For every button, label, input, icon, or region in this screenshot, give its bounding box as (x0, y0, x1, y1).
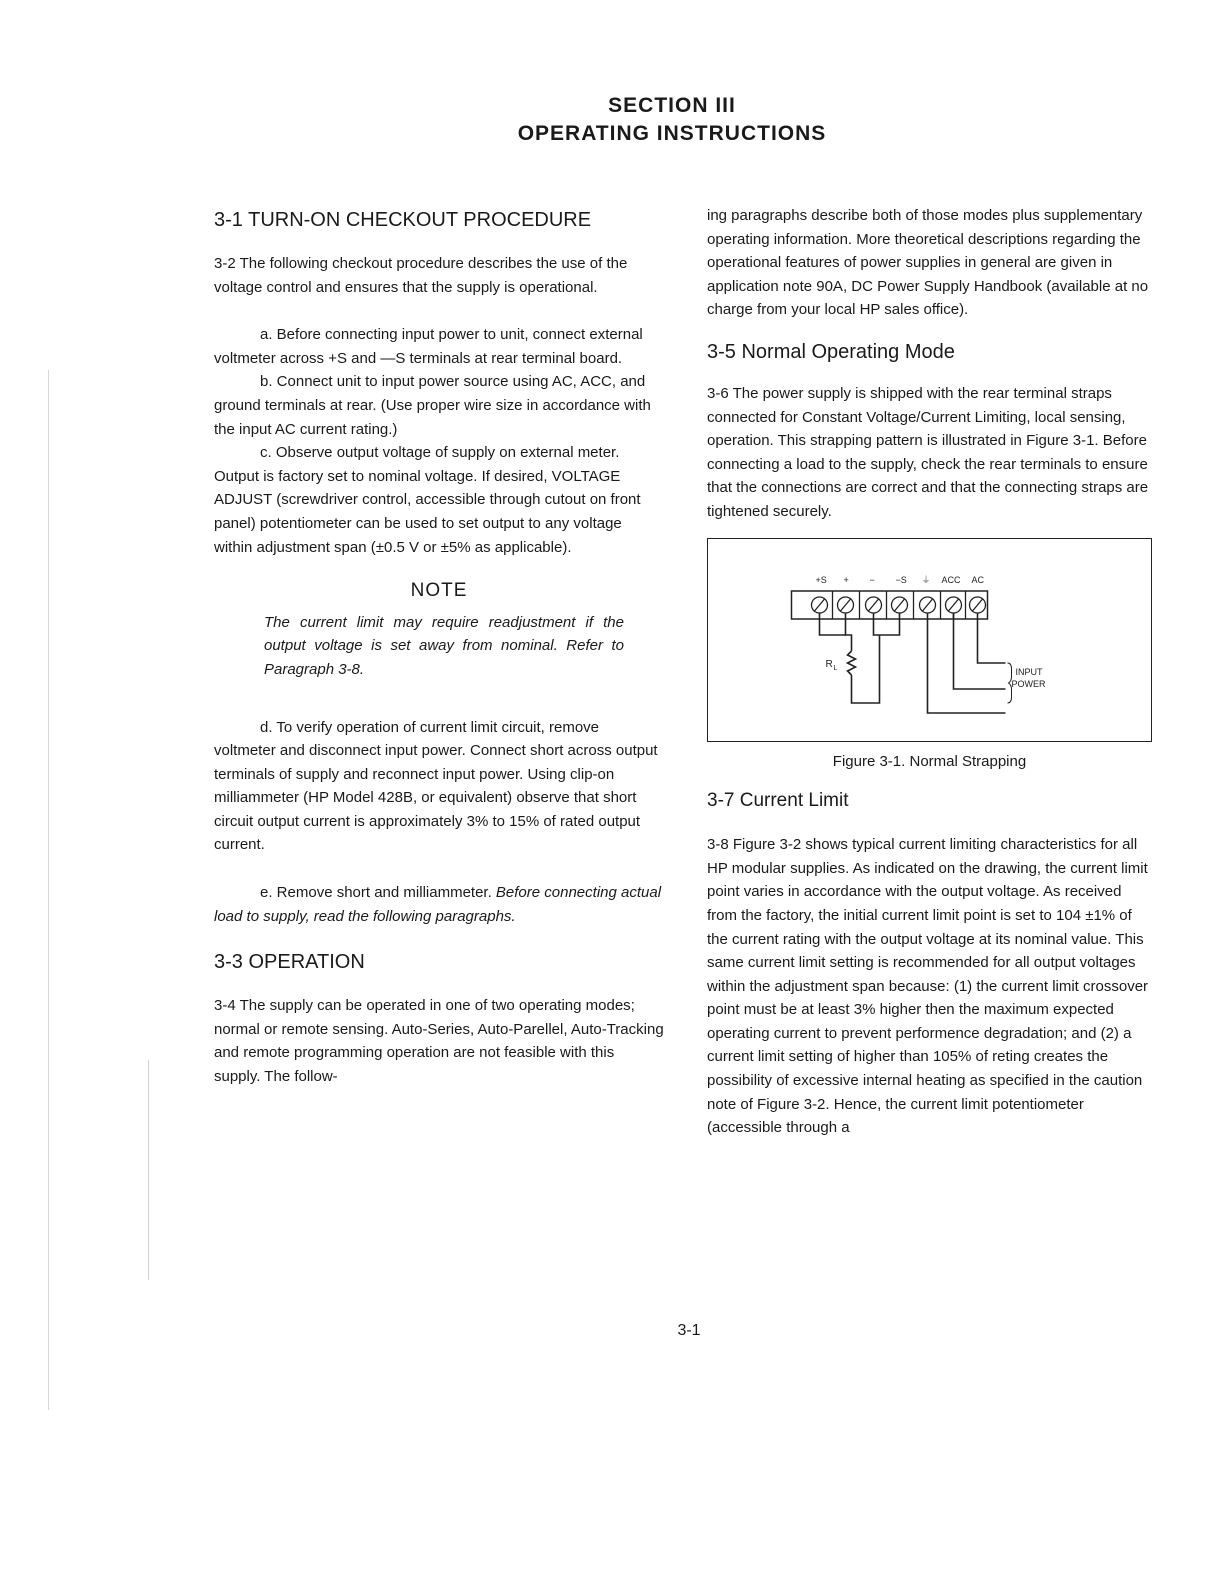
right-column (707, 204, 1152, 1140)
heading-3-7: 3-7 Current Limit (707, 790, 849, 812)
scan-margin-mark-2 (148, 1060, 149, 1280)
heading-3-5: 3-5 Normal Operating Mode (707, 340, 955, 363)
note-title: NOTE (410, 580, 468, 602)
page-number: 3-1 (677, 1322, 701, 1339)
terminal-screws (812, 591, 986, 619)
paragraph-3-6: 3-6 The power supply is shipped with the rear terminal straps connected for Constant Voltage/Current Limiting, local sensing, operation. This strapping pattern is illustrated in Figure 3-1. Before connecting a load to the supply, check the rear terminals to ensure that the connections are correct and that the connecting straps are tightened securely. (707, 384, 1149, 520)
note-body: The current limit may require readjustment if the output voltage is set away from nominal. Refer to Paragraph 3-8. (264, 613, 624, 678)
strapping-diagram (708, 539, 1151, 741)
rl-label: R (825, 658, 833, 670)
heading-3-1: 3-1 TURN-ON CHECKOUT PROCEDURE (214, 209, 592, 231)
terminal-label: AC (971, 574, 985, 585)
step-c: c. Observe output voltage of supply on external meter. Output is factory set to nominal voltage. If desired, VOLTAGE ADJUST (screwdriver control, accessible through cutout on front panel) potentiometer can be used to set output to any voltage within adjustment span (±0.5 V or ±5% as applicable). (214, 444, 641, 556)
terminal-label: +S (815, 574, 827, 585)
step-e (214, 881, 664, 928)
paragraph-3-2: 3-2 The following checkout procedure describes the use of the voltage control and ensures that the supply is operational. (214, 255, 628, 296)
section-number: SECTION III (608, 94, 736, 117)
left-column (214, 206, 664, 1089)
section-header (0, 92, 1224, 148)
terminal-label: + (843, 574, 849, 585)
section-title: OPERATING INSTRUCTIONS (517, 122, 827, 145)
scan-margin-mark (48, 370, 49, 1410)
terminal-label: −S (895, 574, 907, 585)
paragraph-3-4: 3-4 The supply can be operated in one of two operating modes; normal or remote sensing. Auto-Series, Auto-Parellel, Auto-Tracking and remote programming operation are not feasible with this supply. The follow- (214, 997, 664, 1086)
paragraph-3-8: 3-8 Figure 3-2 shows typical current limiting characteristics for all HP modular supplies. As indicated on the drawing, the current limit point varies in accordance with the output voltage. As received from the factory, the initial current limit point is set to 104 ±1% of the current rating with the output voltage at its nominal value. This same current limit setting is recommended for all output voltages within the adjustment span because: (1) the current limit crossover point must be at least 3% higher then the maximum expected operating current to prevent performence degradation; and (2) a current limit setting of higher than 105% of reting creates the possibility of excessive internal heating as specified in the caution note of Figure 3-2. Hence, the current limit potentiometer (accessible through a (707, 836, 1149, 1137)
step-b: b. Connect unit to input power source using AC, ACC, and ground terminals at rear. (Use proper wire size in accordance with the input AC current rating.) (214, 373, 651, 438)
step-a: a. Before connecting input power to unit, connect external voltmeter across +S and —S terminals at rear terminal board. (214, 326, 643, 367)
input-label: INPUT (1015, 666, 1043, 677)
rl-sub: L (833, 664, 838, 672)
step-e-italic: Before connecting actual load to supply, read the following paragraphs. (214, 884, 662, 925)
heading-3-3: 3-3 OPERATION (214, 951, 365, 974)
wiring (820, 613, 1006, 713)
terminal-label: − (869, 574, 875, 585)
paragraph-continued: ing paragraphs describe both of those modes plus supplementary operating information. More theoretical descriptions regarding the operational features of power supplies in general are given in application note 90A, DC Power Supply Handbook (available at no charge from your local HP sales office). (707, 207, 1149, 319)
step-d: d. To verify operation of current limit circuit, remove voltmeter and disconnect input power. Connect short across output terminals of supply and reconnect input power. Using clip-on milliammeter (HP Model 428B, or equivalent) observe that short circuit output current is approximately 3% to 15% of rated output current. (214, 718, 658, 854)
power-label: POWER (1011, 678, 1046, 689)
terminal-board (792, 591, 988, 619)
terminal-label: ⏚ (921, 574, 931, 585)
figure-caption: Figure 3-1. Normal Strapping (832, 752, 1027, 770)
terminal-label: ACC (941, 574, 961, 585)
step-e-text: e. Remove short and milliammeter. (260, 884, 496, 902)
figure-3-1 (707, 538, 1152, 742)
